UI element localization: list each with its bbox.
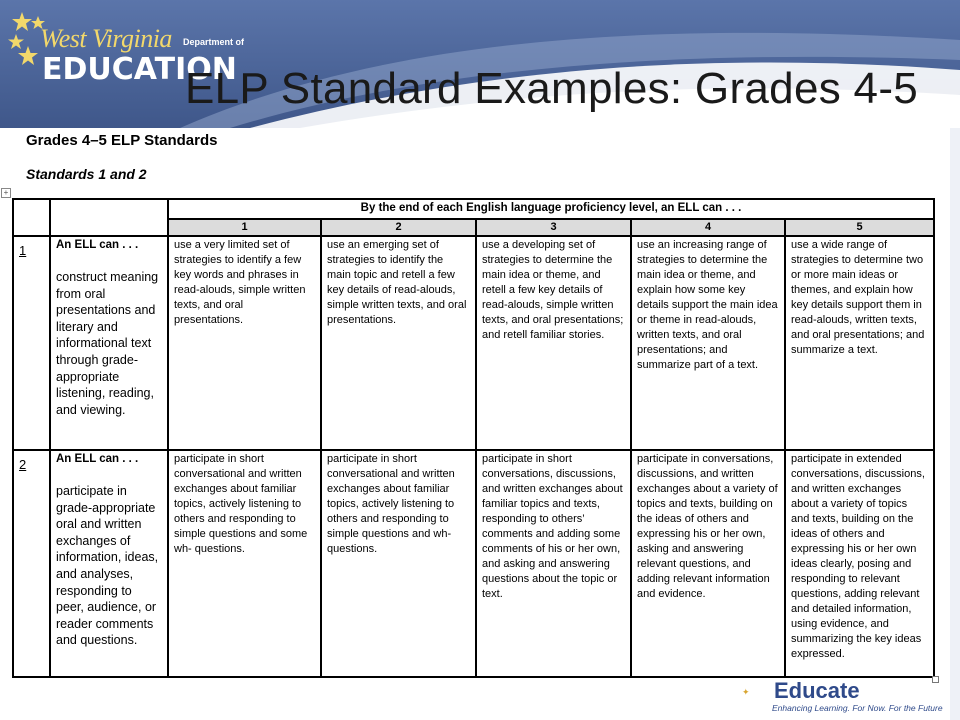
level-cell xyxy=(476,450,631,677)
level-header-1: 1 xyxy=(168,219,321,236)
level-header-3: 3 xyxy=(476,219,631,236)
level-cell xyxy=(631,236,785,450)
standard-description-cell xyxy=(50,236,168,450)
level-cell-text: participate in short conversations, discussions, and written exchanges about familiar topics and texts, responding to others’ comments and adding some comments of his or her own, and asking and answering questions about the topic or text. xyxy=(482,453,623,600)
spanning-header: By the end of each English language proficiency level, an ELL can . . . xyxy=(168,199,934,219)
standard-description-cell xyxy=(50,450,168,677)
document-subheading: Standards 1 and 2 xyxy=(26,166,147,182)
standard-description: participate in grade-appropriate oral and written exchanges of information, ideas, and analyses, responding to peer, audience, or reader comments and questions. xyxy=(56,484,159,648)
ell-can-label: An ELL can . . . xyxy=(56,453,139,465)
resize-handle-icon[interactable] xyxy=(932,676,939,683)
level-header-2: 2 xyxy=(321,219,476,236)
level-cell xyxy=(168,450,321,677)
table-row-standard-1 xyxy=(13,236,934,450)
embedded-document xyxy=(0,128,950,690)
level-cell-text: participate in extended conversations, discussions, and written exchanges about a variety of topics and texts, building on the ideas of others and expressing his or her own ideas clearly, posing and responding to relevant questions, adding relevant and detailed information, using evidence, and summarizing the key ideas expressed. xyxy=(791,453,925,660)
slide-title: ELP Standard Examples: Grades 4-5 xyxy=(185,64,919,113)
level-cell-text: use a very limited set of strategies to identify a few key words and phrases in read-alouds, simple written texts, and oral presentations. xyxy=(174,239,306,326)
standard-number-link[interactable]: 2 xyxy=(13,450,50,677)
level-cell xyxy=(168,236,321,450)
level-cell-text: use a wide range of strategies to determine two or more main ideas or themes, and explain how key details support them in read-alouds, written texts, and oral presentations; and summarize a text. xyxy=(791,239,925,356)
logo-educate-word: Educate xyxy=(774,678,860,703)
logo-tagline: Enhancing Learning. For Now. For the Future xyxy=(772,703,943,713)
level-cell-text: use a developing set of strategies to determine the main idea or theme, and retell a few key details of read-alouds, simple written texts, and oral presentations; and retell familiar stories. xyxy=(482,239,624,341)
level-cell xyxy=(631,450,785,677)
logo-state-name: West Virginia xyxy=(40,24,172,53)
level-cell xyxy=(785,236,934,450)
standard-description: construct meaning from oral presentations and literary and informational text through grade-appropriate listening, reading, and viewing. xyxy=(56,270,159,417)
level-cell xyxy=(785,450,934,677)
header-blank-cell-2 xyxy=(50,199,168,236)
standard-number-link[interactable]: 1 xyxy=(13,236,50,450)
logo-department: Department of xyxy=(183,37,245,47)
header-blank-cell-1 xyxy=(13,199,50,236)
level-cell xyxy=(321,236,476,450)
level-cell-text: use an increasing range of strategies to determine the main idea or theme, and explain how some key details support the main idea or theme in read-alouds, written texts, and oral presentations; and summarize part of a text. xyxy=(637,239,778,371)
elp-standards-table xyxy=(12,198,935,678)
educate-wv-logo xyxy=(742,678,943,720)
logo-sparkle-icon: ✦ xyxy=(742,687,750,697)
document-heading: Grades 4–5 ELP Standards xyxy=(26,132,218,149)
level-cell-text: participate in short conversational and written exchanges about familiar topics, actively listening to others and responding to simple questions and some wh- questions. xyxy=(174,453,308,555)
level-cell-text: use an emerging set of strategies to identify the main topic and retell a few key details of read-alouds, simple written texts, and oral presentations. xyxy=(327,239,467,326)
table-row-standard-2 xyxy=(13,450,934,677)
level-cell-text: participate in conversations, discussions, and written exchanges about a variety of topics and texts, building on the ideas of others and expressing his or her own, asking and answering relevant questions, and adding relevant information and evidence. xyxy=(637,453,778,600)
level-header-5: 5 xyxy=(785,219,934,236)
level-header-4: 4 xyxy=(631,219,785,236)
slide-edge-strip xyxy=(950,128,960,720)
level-cell-text: participate in short conversational and written exchanges about familiar topics, actively listening to others and responding to simple questions and wh- questions. xyxy=(327,453,455,555)
level-cell xyxy=(476,236,631,450)
table-header-row xyxy=(13,199,934,219)
logo-education: EDUCATION xyxy=(42,52,237,87)
table-move-handle-icon[interactable]: + xyxy=(1,188,11,198)
ell-can-label: An ELL can . . . xyxy=(56,239,139,251)
level-cell xyxy=(321,450,476,677)
